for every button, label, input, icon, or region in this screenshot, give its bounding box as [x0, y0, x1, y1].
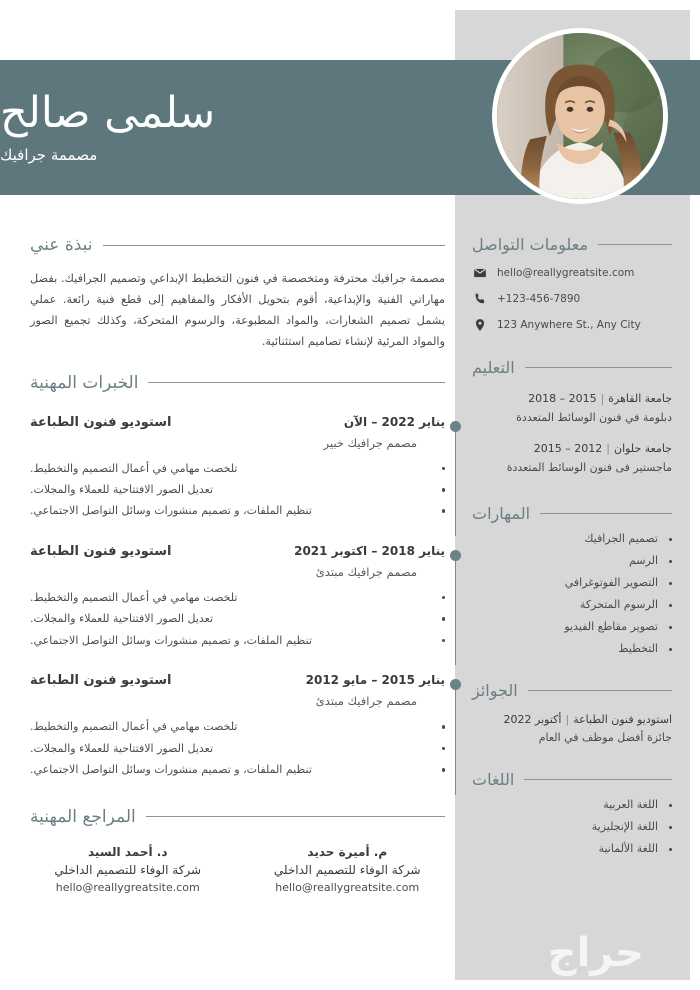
education-section [472, 358, 672, 478]
contact-phone-row[interactable] [472, 291, 672, 306]
about-heading-label: نبذة عني [30, 235, 93, 255]
timeline-marker [450, 679, 461, 794]
skill-item: التصوير الفوتوغرافي [472, 576, 672, 589]
education-item [472, 390, 672, 427]
watermark: حراج [547, 930, 644, 976]
experience-bullets [30, 458, 445, 522]
heading-rule [146, 816, 445, 817]
heading-rule [525, 367, 672, 368]
language-item: اللغة الألمانية [472, 842, 672, 855]
heading-rule [598, 244, 672, 245]
experience-company: استوديو فنون الطباعة [30, 543, 172, 559]
award-date: أكتوبر 2022 [503, 712, 562, 726]
experience-bullet: تنظيم الملفات، و تصميم منشورات وسائل التواصل الاجتماعي. [30, 630, 445, 651]
experience-bullet: تنظيم الملفات، و تصميم منشورات وسائل التواصل الاجتماعي. [30, 759, 445, 780]
experience-item [30, 673, 445, 780]
separator: | [600, 392, 605, 405]
references-section [30, 807, 445, 894]
experience-company: استوديو فنون الطباعة [30, 673, 172, 689]
experience-dates: يناير 2022 – الآن [343, 414, 445, 429]
contact-email-value: hello@reallygreatsite.com [497, 266, 635, 279]
timeline-marker [450, 550, 461, 665]
about-heading [30, 235, 445, 255]
experience-bullet: تعديل الصور الافتتاحية للعملاء والمجلات. [30, 479, 445, 500]
education-header-line [472, 440, 672, 459]
sidebar-column [472, 235, 672, 881]
education-years: 2012 – 2015 [533, 442, 603, 456]
experience-dates: يناير 2018 – اكتوبر 2021 [294, 543, 445, 558]
heading-rule [103, 245, 445, 246]
contact-address-value: 123 Anywhere St., Any City [497, 318, 641, 331]
award-title: جائزة أفضل موظف في العام [538, 730, 672, 744]
awards-section [472, 681, 672, 744]
avatar [492, 28, 668, 204]
education-item [472, 440, 672, 477]
experience-heading-label: الخبرات المهنية [30, 372, 139, 393]
reference-email: hello@reallygreatsite.com [55, 880, 200, 894]
experience-role: مصمم جرافيك خبير [323, 435, 417, 450]
skills-heading-label: المهارات [472, 503, 531, 523]
awards-heading [472, 681, 672, 700]
contact-heading-label: معلومات التواصل [472, 235, 589, 254]
skills-heading [472, 504, 672, 523]
heading-rule [540, 513, 672, 514]
experience-role: مصمم جرافيك مبتدئ [315, 564, 417, 579]
timeline-line [455, 432, 457, 536]
timeline-dot [450, 550, 461, 561]
contact-heading [472, 235, 672, 254]
phone-icon [472, 291, 487, 306]
skills-section [472, 504, 672, 655]
location-pin-icon [472, 317, 487, 332]
experience-bullet: تلخصت مهامي في أعمال التصميم والتخطيط. [30, 458, 445, 479]
experience-item [30, 415, 445, 522]
experience-dates: يناير 2015 – مايو 2012 [305, 673, 445, 688]
language-item: اللغة الإنجليزية [472, 820, 672, 833]
skill-item: الرسوم المتحركة [472, 598, 672, 611]
reference-item [30, 845, 226, 894]
languages-list [472, 798, 672, 855]
reference-organization: شركة الوفاء للتصميم الداخلي [54, 862, 202, 877]
main-column [30, 235, 445, 894]
languages-heading [472, 770, 672, 789]
full-name: سلمى صالح [0, 87, 216, 138]
experience-bullet: تلخصت مهامي في أعمال التصميم والتخطيط. [30, 587, 445, 608]
skill-item: التخطيط [472, 642, 672, 655]
job-title: مصممة جرافيك [0, 146, 98, 165]
heading-rule [524, 779, 672, 780]
experience-bullets [30, 587, 445, 651]
skill-item: تصميم الجرافيك [472, 532, 672, 545]
envelope-icon [472, 265, 487, 280]
experience-item [30, 544, 445, 651]
separator: | [565, 712, 570, 726]
reference-name: م. أميرة حديد [307, 844, 388, 859]
timeline-line [455, 561, 457, 665]
experience-bullet: تنظيم الملفات، و تصميم منشورات وسائل التواصل الاجتماعي. [30, 500, 445, 521]
timeline-dot [450, 679, 461, 690]
references-heading-label: المراجع المهنية [30, 806, 136, 827]
about-text: مصممة جرافيك محترفة ومتخصصة في فنون التخطيط الإبداعي وتصميم الجرافيك. بفضل مهاراتي الفنية والإبداعية، أقوم بتحويل الأفكار والمفاهيم إلى قطع فنية رائعة. عملي يشمل تصميم الشعارات، والمواد المطبوعة، والرسوم المتحركة، وكذلك تجميع الصور والمواد المرئية لإنشاء تصاميم استثنائية. [30, 272, 445, 348]
skills-list [472, 532, 672, 655]
education-school: جامعة حلوان [613, 442, 672, 456]
reference-organization: شركة الوفاء للتصميم الداخلي [273, 862, 421, 877]
timeline-marker [450, 421, 461, 536]
award-item [472, 713, 672, 744]
experience-bullet: تلخصت مهامي في أعمال التصميم والتخطيط. [30, 716, 445, 737]
separator: | [606, 442, 610, 456]
profile-photo [497, 33, 663, 199]
education-degree: دبلومة في فنون الوسائط المتعددة [516, 410, 672, 424]
languages-heading-label: اللغات [472, 769, 515, 789]
skill-item: الرسم [472, 554, 672, 567]
experience-role: مصمم جرافيك مبتدئ [315, 694, 417, 709]
contact-email-row[interactable] [472, 265, 672, 280]
timeline-dot [450, 421, 461, 432]
timeline-line [455, 690, 457, 794]
heading-rule [528, 690, 672, 691]
experience-bullets [30, 716, 445, 780]
contact-section [472, 235, 672, 332]
language-item: اللغة العربية [472, 798, 672, 811]
heading-rule [148, 382, 445, 383]
skill-item: تصوير مقاطع الفيديو [472, 620, 672, 633]
award-header-line [472, 713, 672, 726]
award-organization: استوديو فنون الطباعة [573, 712, 672, 726]
awards-heading-label: الجوائز [472, 680, 518, 700]
experience-section [30, 373, 445, 781]
contact-address-row[interactable] [472, 317, 672, 332]
about-section [30, 235, 445, 353]
reference-name: د. أحمد السيد [88, 844, 168, 859]
education-heading [472, 358, 672, 377]
experience-bullet: تعديل الصور الافتتاحية للعملاء والمجلات. [30, 608, 445, 629]
references-list [30, 845, 445, 894]
experience-company: استوديو فنون الطباعة [30, 414, 172, 430]
reference-item [250, 845, 446, 894]
experience-bullet: تعديل الصور الافتتاحية للعملاء والمجلات. [30, 738, 445, 759]
contact-phone-value: +123-456-7890 [497, 292, 581, 305]
languages-section [472, 770, 672, 855]
references-heading [30, 807, 445, 827]
education-school: جامعة القاهرة [608, 392, 672, 405]
experience-heading [30, 373, 445, 393]
education-degree: ماجستير فى فنون الوسائط المتعددة [506, 461, 672, 475]
education-years: 2015 – 2018 [528, 392, 597, 405]
education-header-line [472, 390, 672, 409]
reference-email: hello@reallygreatsite.com [275, 880, 420, 894]
education-heading-label: التعليم [472, 358, 515, 377]
